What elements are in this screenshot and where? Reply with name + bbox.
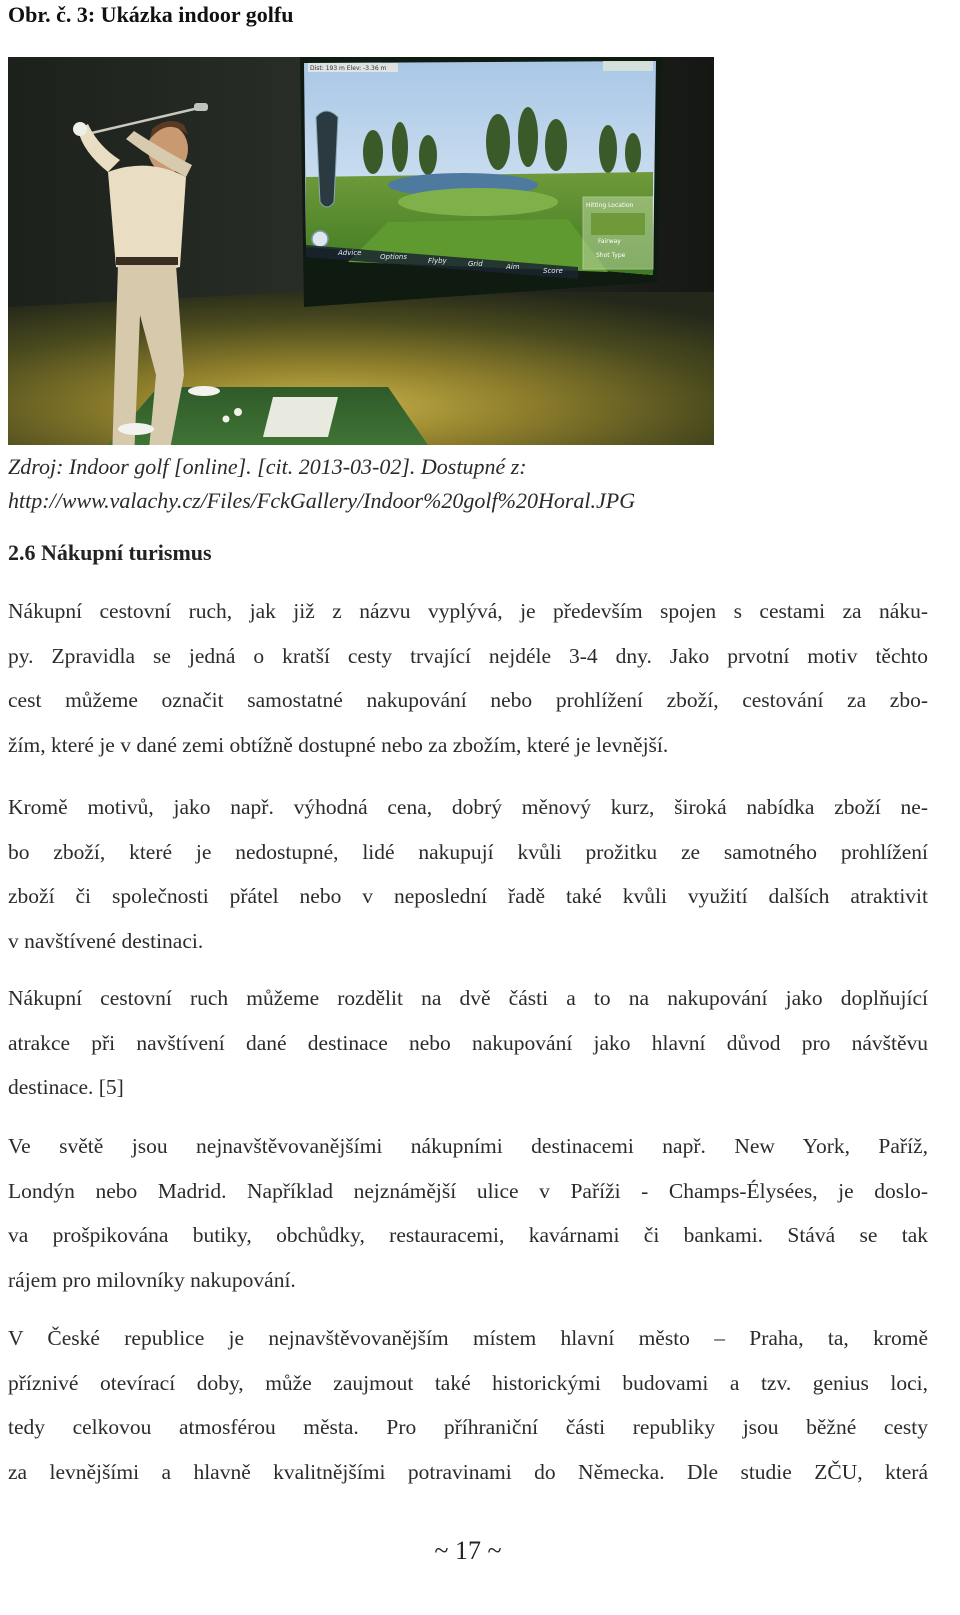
screen-distance-readout: Dist: 193 m Elev: -3.36 m	[310, 65, 387, 72]
text-line: va prošpikována butiky, obchůdky, restauracemi, kavárnami či bankami. Stává se tak	[8, 1223, 928, 1248]
text-line: za levnějšími a hlavně kvalitnějšími potravinami do Německa. Dle studie ZČU, která	[8, 1459, 928, 1484]
screen-hitting-location: Hitting Location	[586, 202, 634, 209]
screen-menu-options: Options	[380, 253, 408, 261]
screen-shot-type-label: Shot Type	[596, 252, 626, 259]
source-line-1: Zdroj: Indoor golf [online]. [cit. 2013-03-02]. Dostupné z:	[8, 454, 527, 479]
screen-menu-score: Score	[543, 267, 563, 275]
paragraph-3	[8, 976, 928, 1110]
text-line: V České republice je nejnavštěvovanějším místem hlavní město – Praha, ta, kromě	[8, 1326, 928, 1350]
paragraph-5	[8, 1316, 928, 1494]
text-line: py. Zpravidla se jedná o kratší cesty trvající nejdéle 3-4 dny. Jako prvotní motiv těchto	[8, 643, 928, 668]
section-heading: 2.6 Nákupní turismus	[8, 540, 212, 565]
screen-fairway-label: Fairway	[598, 238, 621, 245]
text-line: Ve světě jsou nejnavštěvovanějšími nákupními destinacemi např. New York, Paříž,	[8, 1134, 928, 1158]
document-page	[8, 0, 928, 1615]
text-line: destinace. [5]	[8, 1075, 124, 1100]
screen-menu-grid: Grid	[468, 260, 483, 268]
compass-icon	[312, 231, 328, 247]
text-line: rájem pro milovníky nakupování.	[8, 1267, 296, 1292]
text-line: atrakce při navštívení dané destinace nebo nakupování jako hlavní důvod pro návštěvu	[8, 1030, 928, 1055]
text-line: cest můžeme označit samostatné nakupování nebo prohlížení zboží, cestování za zbo-	[8, 688, 928, 713]
text-line: příznivé otevírací doby, může zaujmout také historickými budovami a tzv. genius loci,	[8, 1370, 928, 1395]
page-number: ~ 17 ~	[434, 1536, 502, 1565]
text-line: Nákupní cestovní ruch, jak již z názvu vyplývá, je především spojen s cestami za náku-	[8, 599, 928, 623]
text-line: Londýn nebo Madrid. Například nejznámější ulice v Paříži - Champs-Élysées, je doslo-	[8, 1178, 928, 1203]
text-line: bo zboží, které je nedostupné, lidé nakupují kvůli prožitku ze samotného prohlížení	[8, 839, 928, 864]
paragraph-1	[8, 589, 928, 767]
figure-caption: Obr. č. 3: Ukázka indoor golfu	[8, 2, 294, 27]
text-line: žím, které je v dané zemi obtížně dostupné nebo za zbožím, které je levnější.	[8, 732, 669, 757]
paragraph-2	[8, 785, 928, 963]
screen-menu-advice: Advice	[338, 249, 362, 257]
indoor-golf-photo	[8, 57, 714, 445]
figure-source	[8, 450, 928, 518]
screen-menu-aim: Aim	[506, 263, 520, 271]
text-line: v navštívené destinaci.	[8, 928, 204, 953]
golf-club-gauge-icon	[316, 111, 338, 207]
text-line: tedy celkovou atmosférou města. Pro příhraniční části republiky jsou běžné cesty	[8, 1415, 928, 1440]
screen-menu-flyby: Flyby	[428, 257, 447, 265]
text-line: zboží či společnosti přátel nebo v neposlední řadě také kvůli využití dalších atraktivit	[8, 884, 928, 909]
text-line: Kromě motivů, jako např. výhodná cena, dobrý měnový kurz, široká nabídka zboží ne-	[8, 795, 928, 819]
text-line: Nákupní cestovní ruch můžeme rozdělit na dvě části a to na nakupování jako doplňující	[8, 986, 928, 1010]
paragraph-4	[8, 1124, 928, 1302]
source-line-2: http://www.valachy.cz/Files/FckGallery/Indoor%20golf%20Horal.JPG	[8, 488, 636, 513]
